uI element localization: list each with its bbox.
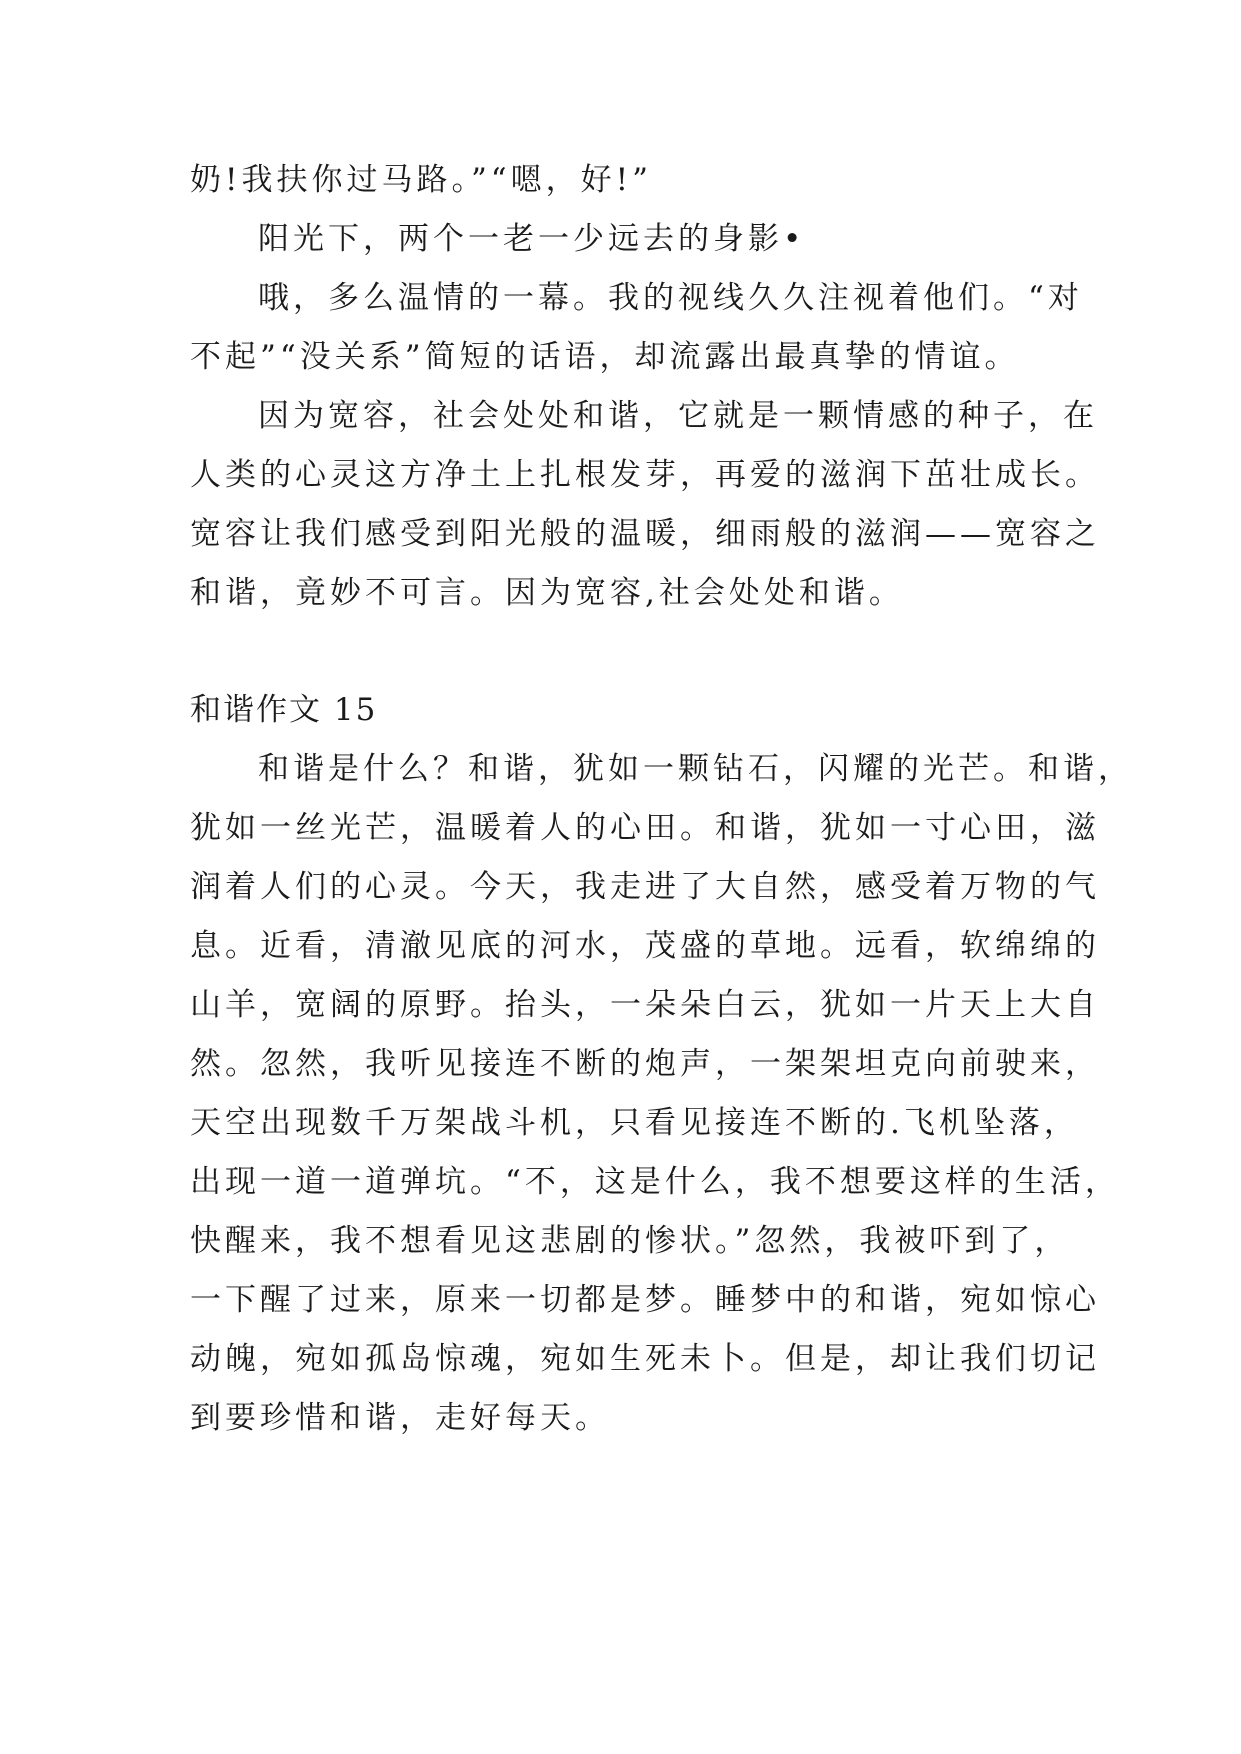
text-line: 出现一道一道弹坑。“不，这是什么，我不想要这样的生活， — [190, 1164, 1120, 1200]
paragraph-start: 因为宽容，社会处处和谐，它就是一颗情感的种子，在 — [258, 398, 1098, 434]
text-line: 人类的心灵这方净土上扎根发芽，再爱的滋润下茁壮成长。 — [190, 457, 1100, 493]
text-line: 然。忽然，我听见接连不断的炮声，一架架坦克向前驶来， — [190, 1046, 1100, 1082]
text-line: 奶!我扶你过马路。”“嗯，好!” — [190, 162, 652, 198]
text-line: 山羊，宽阔的原野。抬头，一朵朵白云，犹如一片天上大自 — [190, 987, 1100, 1023]
text-line: 天空出现数千万架战斗机，只看见接连不断的.飞机坠落， — [190, 1105, 1079, 1141]
text-line: 息。近看，清澈见底的河水，茂盛的草地。远看，软绵绵的 — [190, 928, 1100, 964]
section-title: 和谐作文 15 — [190, 692, 378, 728]
text-line: 不起”“没关系”简短的话语，却流露出最真挚的情谊。 — [190, 339, 1020, 375]
text-line: 犹如一丝光芒，温暖着人的心田。和谐，犹如一寸心田，滋 — [190, 810, 1100, 846]
text-line: 动魄，宛如孤岛惊魂，宛如生死未卜。但是，却让我们切记 — [190, 1341, 1100, 1377]
text-line: 宽容让我们感受到阳光般的温暖，细雨般的滋润——宽容之 — [190, 516, 1100, 552]
text-line: 到要珍惜和谐，走好每天。 — [190, 1400, 610, 1436]
text-line: 和谐，竟妙不可言。因为宽容,社会处处和谐。 — [190, 575, 904, 611]
paragraph-start: 和谐是什么？和谐，犹如一颗钻石，闪耀的光芒。和谐， — [258, 751, 1133, 787]
text-line: 润着人们的心灵。今天，我走进了大自然，感受着万物的气 — [190, 869, 1100, 905]
paragraph-start: 哦，多么温情的一幕。我的视线久久注视着他们。“对 — [258, 280, 1083, 316]
paragraph-start: 阳光下，两个一老一少远去的身影• — [258, 221, 806, 257]
text-line: 快醒来，我不想看见这悲剧的惨状。”忽然，我被吓到了， — [190, 1223, 1070, 1259]
text-line: 一下醒了过来，原来一切都是梦。睡梦中的和谐，宛如惊心 — [190, 1282, 1100, 1318]
